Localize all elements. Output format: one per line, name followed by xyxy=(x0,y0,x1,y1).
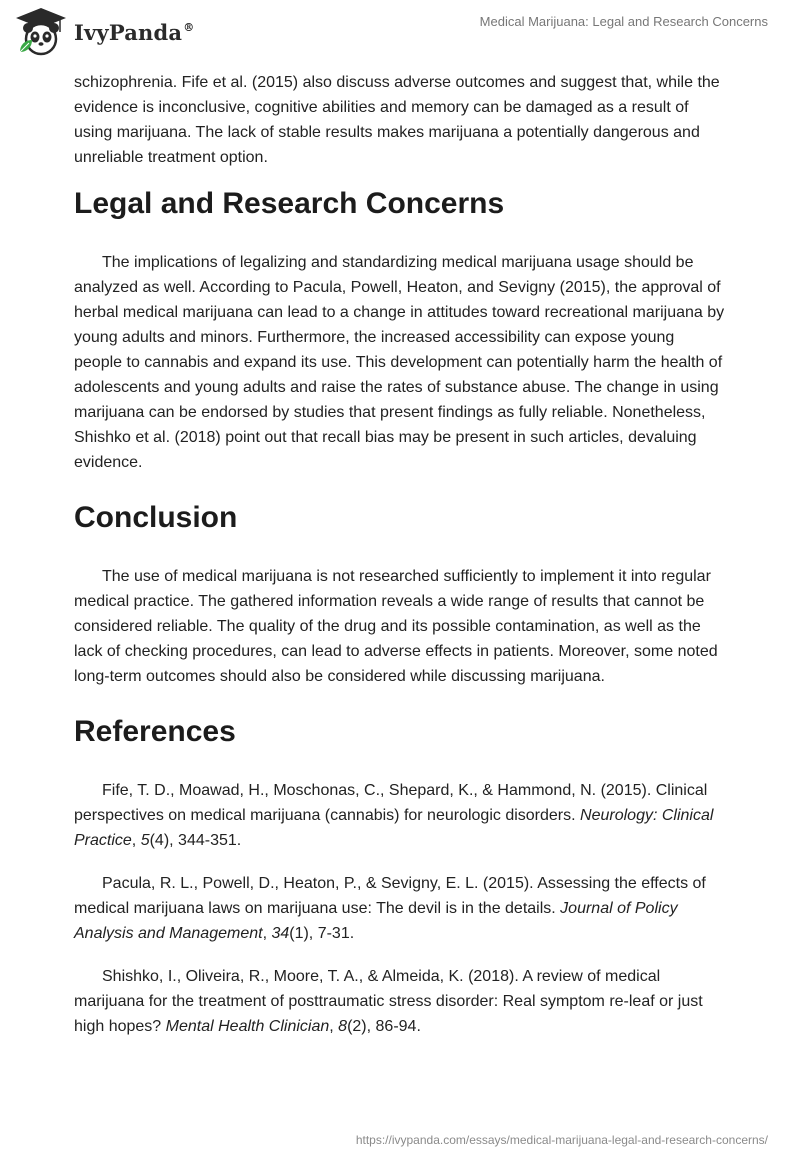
section-heading-conclusion: Conclusion xyxy=(74,501,238,534)
intro-paragraph: schizophrenia. Fife et al. (2015) also discuss adverse outcomes and suggest that, while the evidence is inconclusive, cognitive abilities and memory can be damaged as a result of using marijuana. The lack of stable results makes marijuana a potentially dangerous and unreliable treatment option. xyxy=(74,74,720,166)
essay-body xyxy=(74,70,726,1039)
document-title: Medical Marijuana: Legal and Research Concerns xyxy=(479,14,768,29)
legal-paragraph: The implications of legalizing and standardizing medical marijuana usage should be analyzed as well. According to Pacula, Powell, Heaton, and Sevigny (2015), the approval of herbal medical marijuana can lead to a change in attitudes toward recreational marijuana by young adults and minors. Furthermore, the increased accessibility can expose young people to cannabis and expand its use. This development can potentially harm the health of adolescents and young adults and raise the rates of substance abuse. The change in using marijuana can be endorsed by studies that present findings as fully reliable. Nonetheless, Shishko et al. (2018) point out that recall bias may be present in such articles, devaluing evidence. xyxy=(74,254,725,471)
conclusion-paragraph: The use of medical marijuana is not researched sufficiently to implement it into regular medical practice. The gathered information reveals a wide range of results that cannot be considered reliable. The quality of the drug and its possible contamination, as well as the lack of checking procedures, can lead to adverse effects in patients. Moreover, some noted long-term outcomes should also be considered while discussing marijuana. xyxy=(74,568,718,685)
reference-item: Shishko, I., Oliveira, R., Moore, T. A., & Almeida, K. (2018). A review of medical marijuana for the treatment of posttraumatic stress disorder: Real symptom re-leaf or just high hopes? Mental Health Clinician, 8(2), 86-94. xyxy=(74,968,703,1035)
references-heading: References xyxy=(74,715,236,748)
panda-graduate-logo-icon xyxy=(14,6,68,58)
source-url-link[interactable]: https://ivypanda.com/essays/medical-marijuana-legal-and-research-concerns/ xyxy=(355,1133,768,1147)
page-header xyxy=(0,0,800,64)
brand-logo[interactable] xyxy=(14,6,194,58)
brand-name: IvyPanda® xyxy=(74,19,195,45)
reference-item: Fife, T. D., Moawad, H., Moschonas, C., Shepard, K., & Hammond, N. (2015). Clinical perspectives on medical marijuana (cannabis) for neurologic disorders. Neurology: Clinical Practice, 5(4), 344-351. xyxy=(74,782,714,849)
section-heading-legal: Legal and Research Concerns xyxy=(74,187,505,220)
reference-item: Pacula, R. L., Powell, D., Heaton, P., & Sevigny, E. L. (2015). Assessing the effects of medical marijuana laws on marijuana use: The devil is in the details. Journal of Policy Analysis and Management, 34(1), 7-31. xyxy=(74,875,706,942)
